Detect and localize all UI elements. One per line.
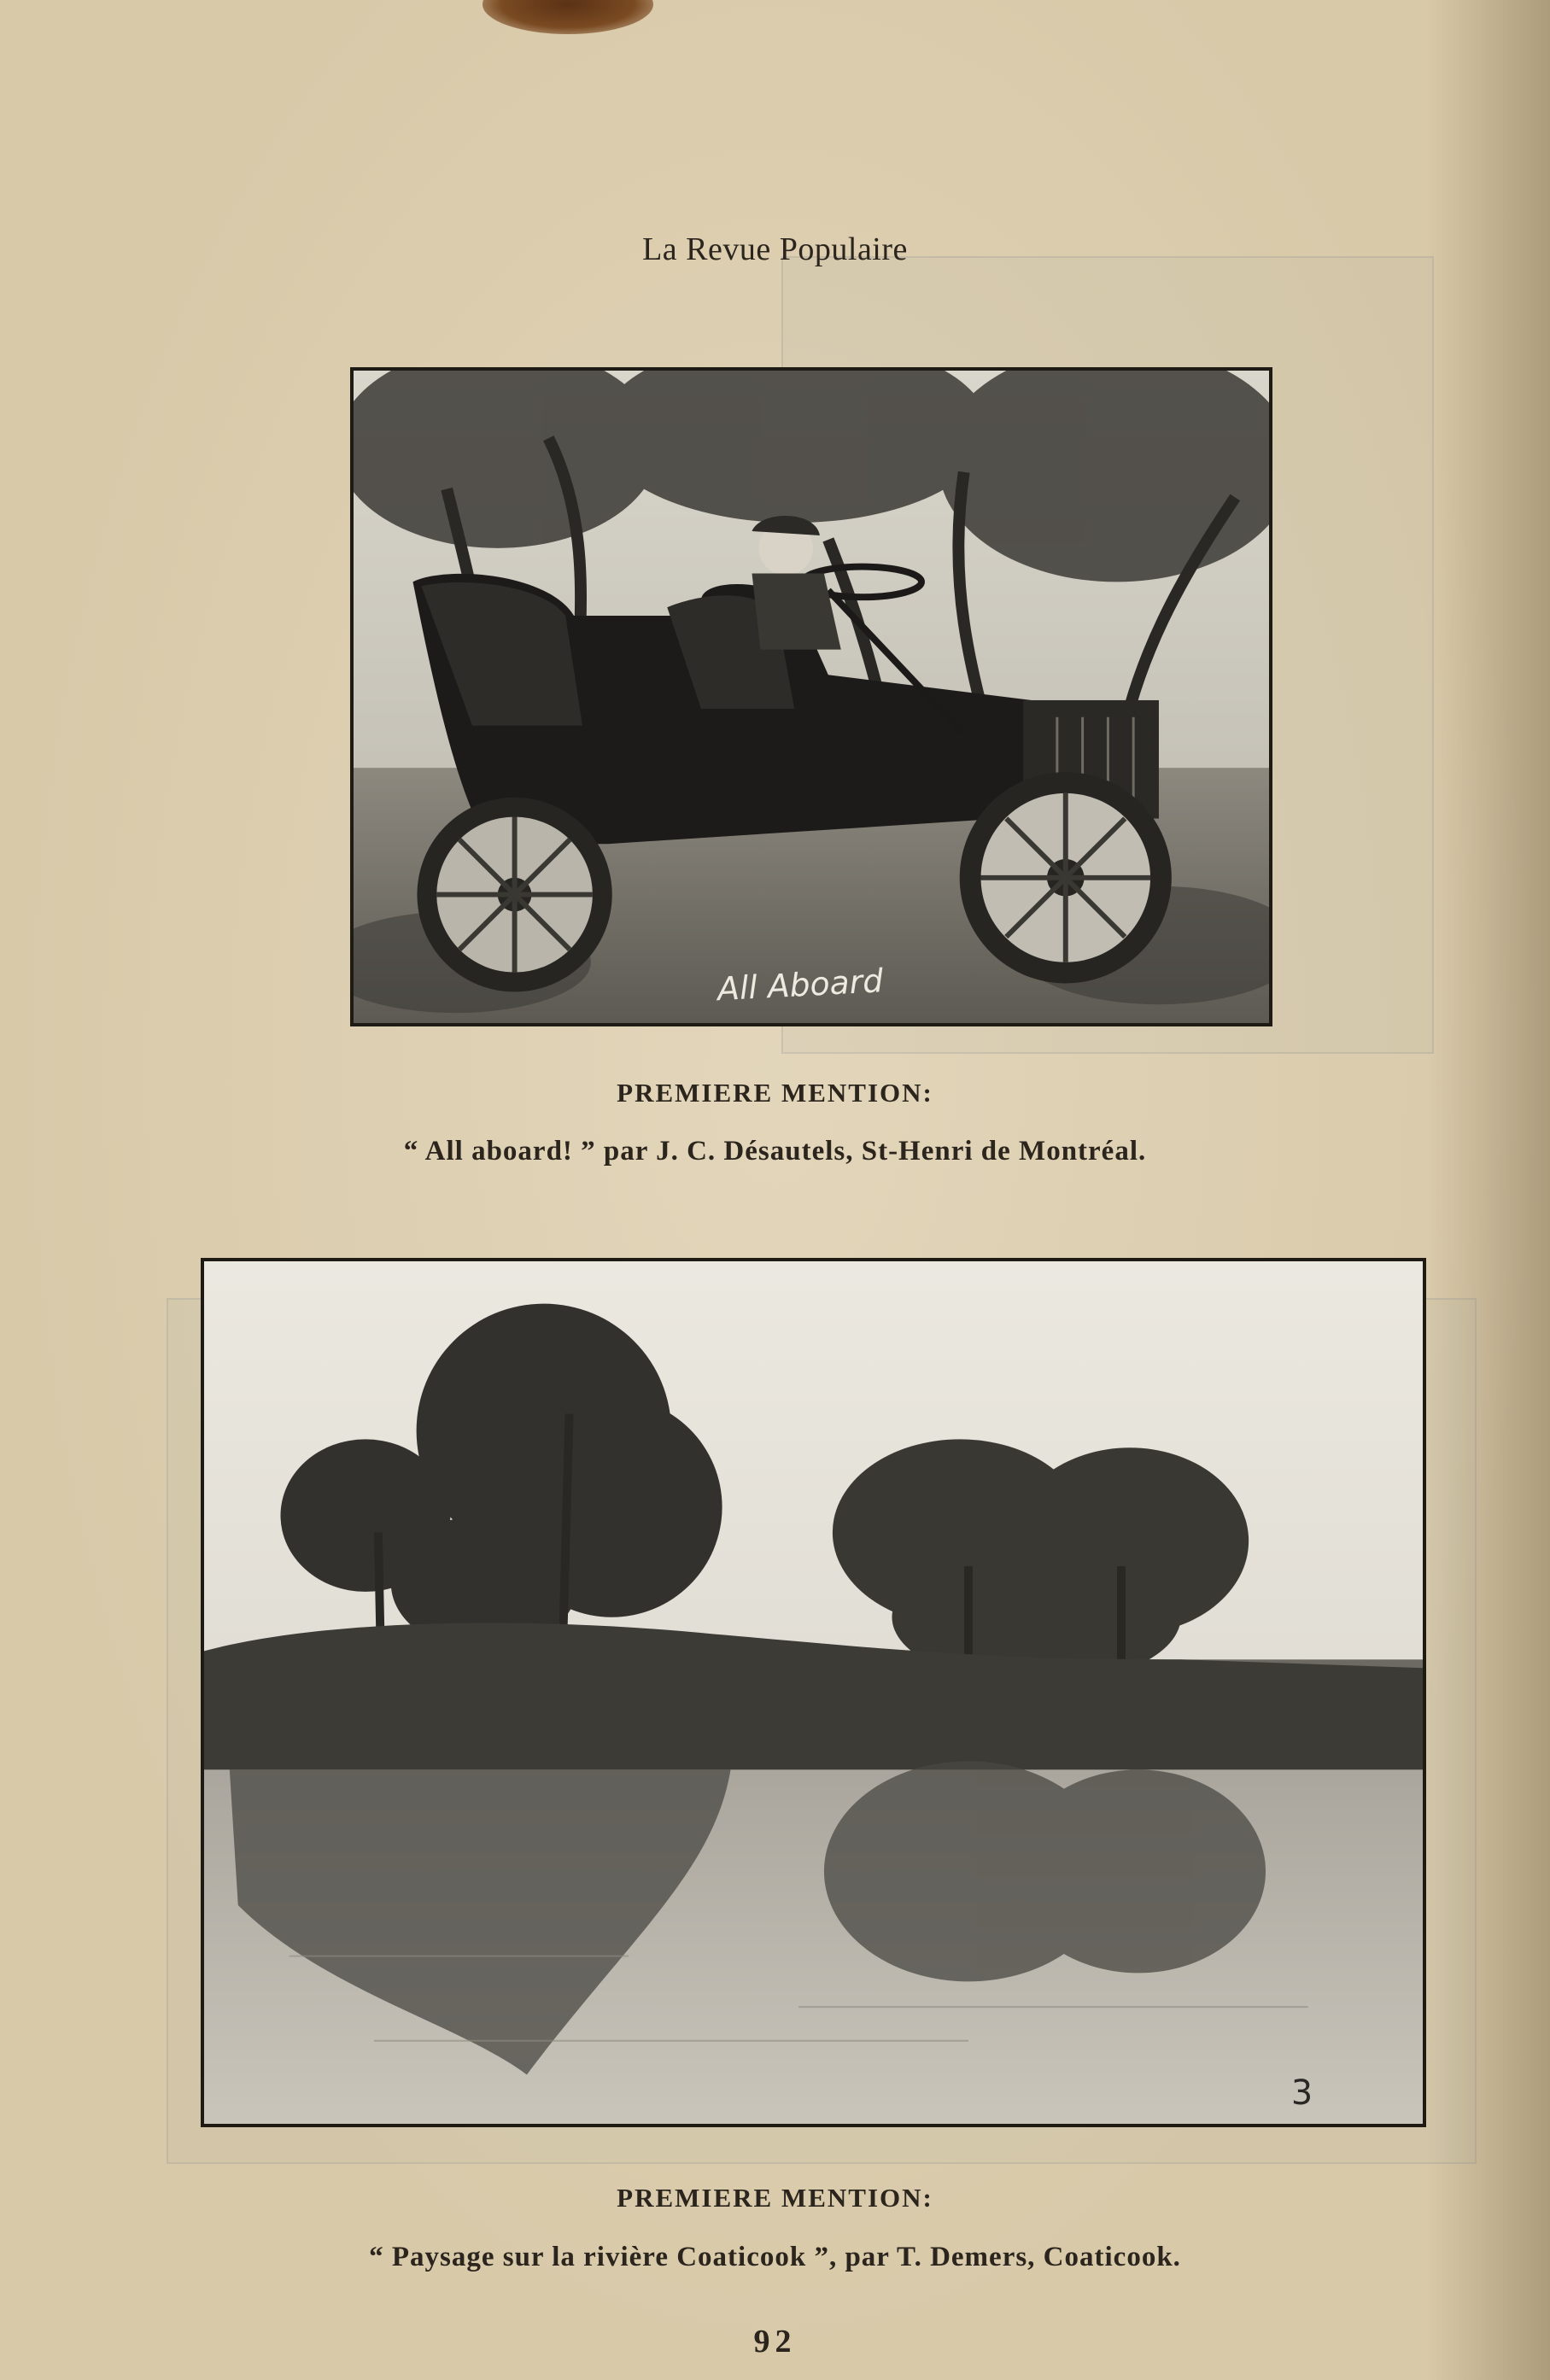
page-number: 92 xyxy=(753,2324,797,2360)
photo-coaticook-river xyxy=(201,1258,1426,2127)
photo-all-aboard xyxy=(350,367,1272,1026)
caption-text: “ All aboard! ” par J. C. Désautels, St-Henri de Montréal. xyxy=(403,1136,1147,1167)
caption-label: PREMIERE MENTION: xyxy=(617,2183,933,2213)
photo-inscription: 3 xyxy=(1290,2073,1313,2114)
page-stain xyxy=(483,0,653,34)
photo-car-illustration xyxy=(354,371,1269,1023)
caption-label: PREMIERE MENTION: xyxy=(617,1078,933,1108)
photo-river-illustration xyxy=(204,1261,1423,2124)
photo-inscription: All Aboard xyxy=(716,962,885,1009)
wheel xyxy=(960,772,1172,983)
running-header: La Revue Populaire xyxy=(642,231,908,267)
wheel xyxy=(417,798,611,992)
caption-text: “ Paysage sur la rivière Coaticook ”, par T. Demers, Coaticook. xyxy=(369,2242,1181,2272)
